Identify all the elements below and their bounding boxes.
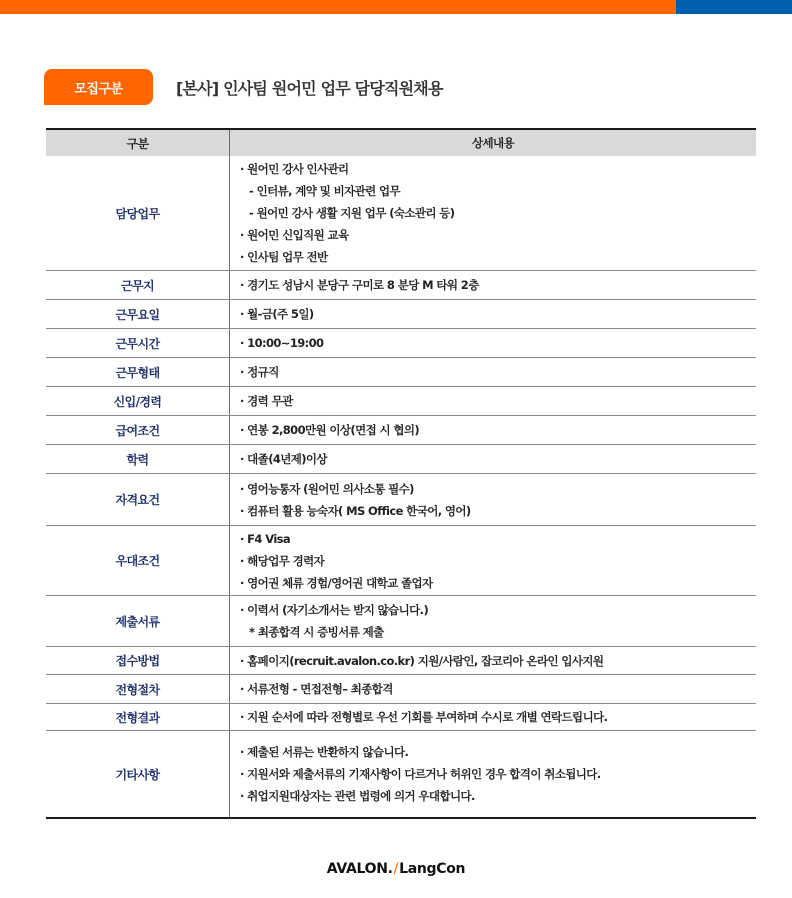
row-label: 근무형태 xyxy=(46,358,230,386)
detail-line: · 인사팀 업무 전반 xyxy=(240,250,328,264)
detail-line: · 홈페이지(recruit.avalon.co.kr) 지원/사람인, 잡코리아 온라인 입사지원 xyxy=(240,653,604,668)
logo-langcon: LangCon xyxy=(399,861,466,877)
table-row xyxy=(46,647,756,675)
detail-line: · 이력서 (자기소개서는 받지 않습니다.) xyxy=(240,603,429,617)
row-label: 신입/경력 xyxy=(46,387,230,415)
table-row xyxy=(46,596,756,647)
table-row xyxy=(46,329,756,358)
table-row xyxy=(46,271,756,300)
table-row xyxy=(46,387,756,416)
detail-line: · 해당업무 경력자 xyxy=(240,553,325,568)
table-row xyxy=(46,358,756,387)
row-details xyxy=(230,526,756,595)
row-details xyxy=(230,329,756,357)
table-row xyxy=(46,300,756,329)
row-details xyxy=(230,596,756,646)
company-logo xyxy=(0,861,792,877)
detail-line: · 월-금(주 5일) xyxy=(240,307,314,321)
detail-line: · 경기도 성남시 분당구 구미로 8 분당 M 타워 2층 xyxy=(240,278,479,292)
top-color-bar xyxy=(0,0,792,14)
table-row xyxy=(46,675,756,704)
row-label: 근무시간 xyxy=(46,329,230,357)
detail-line: · 연봉 2,800만원 이상(면접 시 협의) xyxy=(240,423,420,437)
recruitment-category-badge: 모집구분 xyxy=(44,69,153,105)
detail-line: - 원어민 강사 생활 지원 업무 (숙소관리 등) xyxy=(249,206,455,220)
row-label: 담당업무 xyxy=(46,156,230,270)
top-bar-blue xyxy=(676,0,792,14)
job-details-table xyxy=(46,128,756,819)
row-details xyxy=(230,445,756,473)
detail-line: · 지원서와 제출서류의 기재사항이 다르거나 허위인 경우 합격이 취소됩니다. xyxy=(240,767,601,781)
page-title: [본사] 인사팀 원어민 업무 담당직원채용 xyxy=(176,78,443,98)
row-label: 근무지 xyxy=(46,271,230,299)
row-label: 우대조건 xyxy=(46,526,230,595)
detail-line: · 영어능통자 (원어민 의사소통 필수) xyxy=(240,481,414,496)
table-row xyxy=(46,526,756,596)
detail-line: · 서류전형 - 면접전형– 최종합격 xyxy=(240,682,393,696)
table-row xyxy=(46,704,756,731)
header-category: 구분 xyxy=(46,130,230,156)
row-label: 근무요일 xyxy=(46,300,230,328)
detail-line: · 원어민 신입직원 교육 xyxy=(240,228,349,242)
logo-slash-icon: / xyxy=(393,861,399,877)
detail-line: · F4 Visa xyxy=(240,531,291,546)
row-details xyxy=(230,675,756,703)
row-details xyxy=(230,731,756,817)
row-label: 접수방법 xyxy=(46,647,230,674)
table-row xyxy=(46,416,756,445)
detail-line: · 제출된 서류는 반환하지 않습니다. xyxy=(240,745,409,759)
row-details xyxy=(230,358,756,386)
detail-line: - 인터뷰, 계약 및 비자관련 업무 xyxy=(249,184,401,198)
top-bar-orange xyxy=(0,0,676,14)
table-row xyxy=(46,156,756,271)
detail-line: · 취업지원대상자는 관련 법령에 의거 우대합니다. xyxy=(240,789,475,803)
row-details xyxy=(230,156,756,270)
table-row xyxy=(46,445,756,474)
detail-line: · 원어민 강사 인사관리 xyxy=(240,162,349,176)
row-label: 전형절차 xyxy=(46,675,230,703)
detail-line: · 대졸(4년제)이상 xyxy=(240,452,327,466)
row-details xyxy=(230,474,756,525)
row-label: 학력 xyxy=(46,445,230,473)
row-label: 급여조건 xyxy=(46,416,230,444)
row-label: 자격요건 xyxy=(46,474,230,525)
row-details xyxy=(230,271,756,299)
detail-line: · 10:00~19:00 xyxy=(240,336,324,350)
detail-line: * 최종합격 시 증빙서류 제출 xyxy=(249,625,384,639)
row-details xyxy=(230,704,756,730)
row-label: 제출서류 xyxy=(46,596,230,646)
table-header-row xyxy=(46,130,756,156)
detail-line: · 영어권 체류 경험/영어권 대학교 졸업자 xyxy=(240,575,433,590)
detail-line: · 지원 순서에 따라 전형별로 우선 기회를 부여하며 수시로 개별 연락드립니다. xyxy=(240,710,608,724)
row-details xyxy=(230,647,756,674)
detail-line: · 경력 무관 xyxy=(240,394,293,408)
logo-avalon: AVALON. xyxy=(326,861,393,877)
row-details xyxy=(230,387,756,415)
row-details xyxy=(230,416,756,444)
row-label: 기타사항 xyxy=(46,731,230,817)
detail-line: · 컴퓨터 활용 능숙자( MS Office 한국어, 영어) xyxy=(240,503,471,518)
row-details xyxy=(230,300,756,328)
table-row xyxy=(46,731,756,817)
recruitment-title-row xyxy=(44,69,443,105)
detail-line: · 정규직 xyxy=(240,365,279,379)
row-label: 전형결과 xyxy=(46,704,230,730)
header-details: 상세내용 xyxy=(471,136,515,150)
table-row xyxy=(46,474,756,526)
